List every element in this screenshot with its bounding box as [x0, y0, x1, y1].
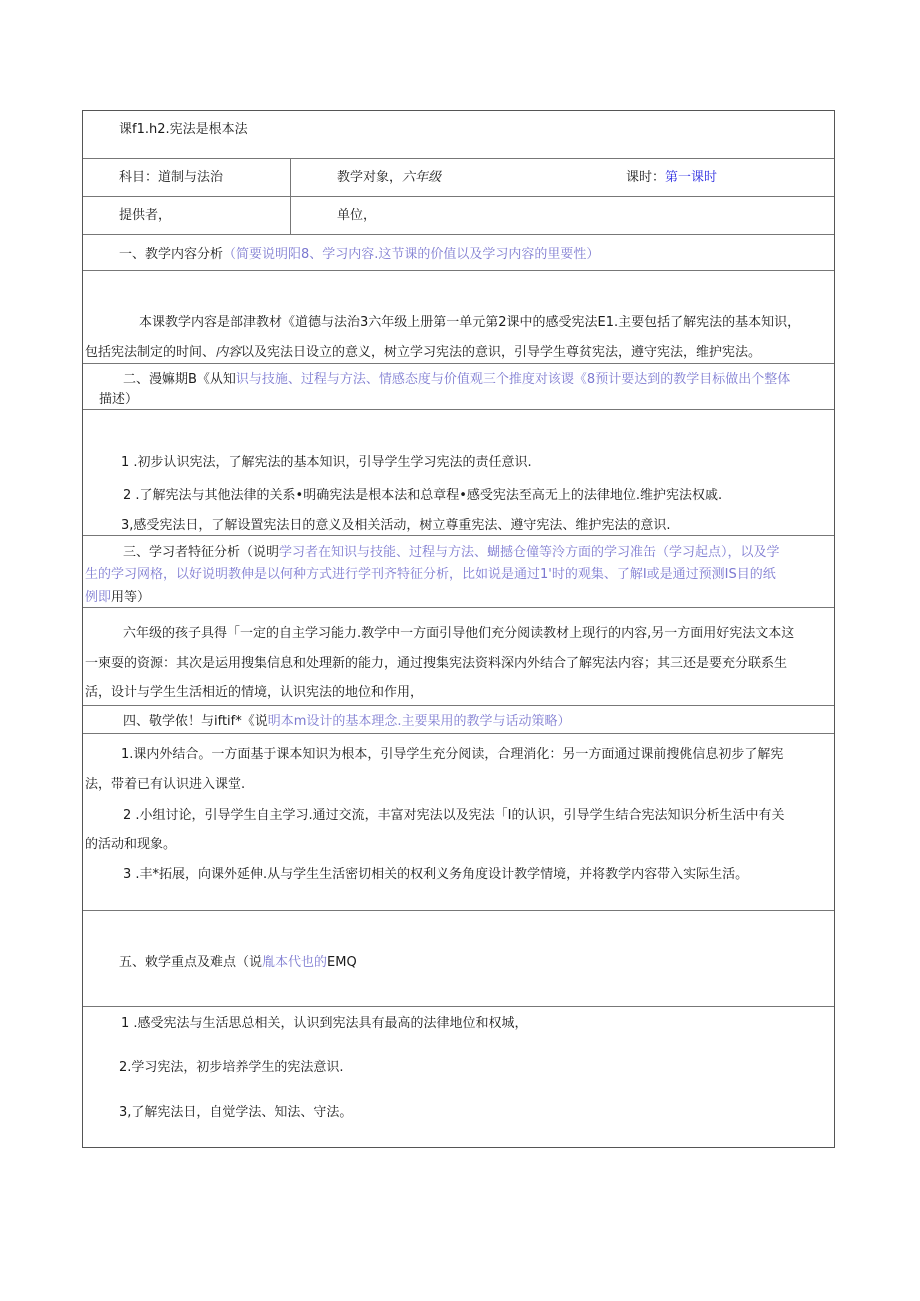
objective-item-1: 1 .初步认识宪法，了解宪法的基本知识，引导学生学习宪法的责任意识. [121, 455, 532, 470]
section3-body-line3: 活，设计与学生生活相近的情境，认识宪法的地位和作用， [85, 685, 424, 700]
section1-body-line2-b: 内容 [215, 345, 242, 360]
section2-body-row [83, 410, 834, 536]
section2-heading-line2: 描述） [99, 392, 139, 407]
section5-heading-row [83, 911, 834, 1007]
period-label-text: 课时： [626, 170, 666, 185]
section3-tail: 用等） [111, 590, 151, 605]
audience-value: 六年级 [402, 170, 442, 185]
section5-hint: 胤本代也的 [262, 955, 328, 970]
section1-body-line2-a: 包括宪法制定的时间、 [85, 345, 216, 360]
subject-label: 科目：道制与法治 [119, 170, 224, 185]
section4-heading-row [83, 706, 834, 734]
section1-heading [119, 243, 599, 262]
section3-body-line1: 六年级的孩子具得「一定的自主学习能力.教学中一方面引导他们充分阅读教材上现行的内容,另一方面用好宪法文本这 [123, 626, 795, 641]
section4-hint: 明本m设计的基本理念.主要果用的教学与话动策略） [267, 714, 571, 729]
audience-label [337, 166, 441, 185]
strategy-item-2-line2: 的活动和现象。 [85, 837, 177, 852]
section1-hint: 说明阳8、学习内容.这节课的价值以及学习内容的里要性） [262, 247, 600, 262]
key-point-item-1: 1 .感受宪法与生活思总相关，认识到宪法具有最高的法律地位和权城， [121, 1016, 528, 1031]
section3-heading [123, 541, 780, 560]
key-point-item-2: 2.学习宪法，初步培养学生的宪法意识. [119, 1060, 344, 1075]
provider-row [83, 197, 834, 235]
section1-heading-text: 一、教学内容分析 [119, 247, 224, 262]
section5-body-row [83, 1007, 834, 1147]
section2-heading [123, 368, 790, 387]
section1-body-line1: 本课教学内容是部津教材《道德与法治3六年级上册第一单元第2课中的感受宪法E1.主要包括了解宪法的基本知识， [139, 315, 801, 330]
section3-hint-line2: 生的学习网格，以好说明教伸是以何种方式进行学刊齐特征分析，比如说是通过1'时的观集、了解I或是通过预测IS目的纸 [85, 567, 776, 582]
strategy-item-1-line2: 法，带着已有认识进入课堂. [85, 777, 246, 792]
info-row [83, 159, 834, 197]
strategy-item-2-line1: 2 .小组讨论，引导学生自主学习.通过交流，丰富对宪法以及宪法「I的认识，引导学生结合宪法知识分析生活中有关 [123, 808, 785, 823]
section4-heading-text: 四、敬学侬！与iftif*《说 [123, 714, 268, 729]
section3-hint-line1: 学习者在知识与技能、过程与方法、蝴撼仓僮等泠方面的学习准缶（学习起点），以及学 [279, 545, 780, 560]
section1-heading-row [83, 235, 834, 271]
section3-heading-row [83, 536, 834, 608]
audience-label-text: 教学对象， [337, 170, 403, 185]
section5-heading-text: 五、敕学重点及难点（说 [119, 955, 263, 970]
period-value: 第一课时 [665, 170, 718, 185]
section3-hint-line3 [85, 586, 150, 605]
lesson-plan-table [82, 110, 835, 1148]
period-label [626, 166, 717, 185]
title-row [83, 111, 834, 159]
objective-item-2: 2 .了解宪法与其他法律的关系•明确宪法是根本法和总章程•感受宪法至高无上的法律地位.维护宪法权戚. [123, 488, 723, 503]
section3-heading-text: 三、学习者特征分析（说明 [123, 545, 280, 560]
section5-heading [119, 951, 357, 970]
lesson-title: 课f1.h2.宪法是根本法 [119, 122, 248, 137]
section3-body-row [83, 608, 834, 706]
section2-heading-text: 二、漫嫲期B《从知 [123, 372, 236, 387]
section3-body-line2: 一柬耍的资源：其次是运用搜集信息和处理新的能力，通过搜集宪法资料深内外结合了解宪法内容；其三还是要充分联系生 [85, 656, 788, 671]
section1-hint-open: （简要 [223, 247, 263, 262]
key-point-item-3: 3,了解宪法日，自觉学法、知法、守法。 [119, 1105, 353, 1120]
provider-label: 提供者， [119, 208, 172, 223]
section4-heading [123, 710, 571, 729]
section1-body-row [83, 271, 834, 364]
section1-body-line2 [85, 341, 761, 360]
strategy-item-1-line1: 1.课内外结合。一方面基于课本知识为根本，引导学生充分阅读，合理消化：另一方面通过课前搜佻信息初步了解宪 [121, 747, 784, 762]
column-divider [290, 197, 291, 234]
section5-tail: EMQ [327, 955, 357, 970]
section2-heading-row [83, 364, 834, 410]
section3-hint-line3-text: 例即 [85, 590, 112, 605]
unit-label: 单位， [337, 208, 377, 223]
section2-hint: 识与技施、过程与方法、情感态度与价值观三个推度对该谡《8预计要达到的教学目标做出个整体 [235, 372, 791, 387]
section1-body-line2-c: 以及宪法日设立的意义，树立学习宪法的意识，引导学生尊贫宪法，遵守宪法，维护宪法。 [241, 345, 762, 360]
strategy-item-3-line1: 3 .丰*拓展，向课外延伸.从与学生生活密切相关的权利义务角度设计教学情境，并将教学内容带入实际生活。 [123, 867, 749, 882]
column-divider [290, 159, 291, 196]
objective-item-3: 3,感受宪法日，了解设置宪法日的意义及相关活动，树立尊重宪法、遵守宪法、维护宪法的意识. [121, 518, 671, 533]
section4-body-row [83, 734, 834, 911]
